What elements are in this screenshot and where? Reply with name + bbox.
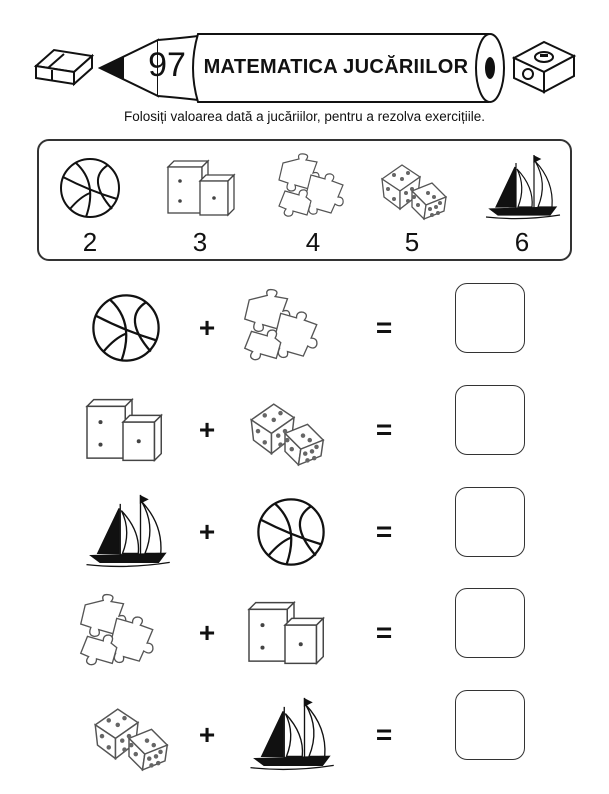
legend-value: 4 [305, 227, 321, 257]
legend-value: 6 [514, 227, 530, 257]
answer-box[interactable] [455, 487, 525, 557]
ship-icon [246, 695, 336, 775]
legend-value: 5 [404, 227, 420, 257]
equals-sign: = [375, 617, 393, 648]
exercise-row [0, 690, 609, 780]
blocks-icon [160, 153, 240, 223]
instructions-text: Folosiți valoarea dată a jucăriilor, pentru a rezolva exercițiile. [124, 109, 485, 124]
legend-value: 2 [82, 227, 98, 257]
legend-item-ship [477, 147, 567, 259]
plus-sign: + [198, 516, 216, 547]
basketball-icon [81, 288, 171, 368]
exercise-row [0, 588, 609, 678]
legend-item-basketball [45, 147, 135, 259]
basketball-icon [50, 153, 130, 223]
equals-sign: = [375, 414, 393, 445]
dice-icon [372, 153, 452, 223]
dice-icon [240, 390, 330, 470]
plus-sign: + [198, 719, 216, 750]
legend-item-blocks [155, 147, 245, 259]
toy-values-legend [37, 139, 572, 261]
answer-box[interactable] [455, 385, 525, 455]
puzzle-icon [74, 593, 164, 673]
page-title: MATEMATICA JUCĂRIILOR [203, 56, 469, 78]
legend-value: 3 [192, 227, 208, 257]
answer-box[interactable] [455, 283, 525, 353]
blocks-icon [78, 390, 168, 470]
plus-sign: + [198, 617, 216, 648]
exercise-row [0, 487, 609, 577]
ship-icon [82, 492, 172, 572]
equals-sign: = [375, 719, 393, 750]
plus-sign: + [198, 312, 216, 343]
exercise-row [0, 283, 609, 373]
equals-sign: = [375, 312, 393, 343]
answer-box[interactable] [455, 588, 525, 658]
basketball-icon [246, 492, 336, 572]
legend-item-dice [367, 147, 457, 259]
exercise-row [0, 385, 609, 475]
puzzle-icon [273, 153, 353, 223]
legend-item-puzzle [268, 147, 358, 259]
equals-sign: = [375, 516, 393, 547]
page-number: 97 [148, 46, 186, 84]
sharpener-icon [508, 36, 578, 96]
puzzle-icon [238, 288, 328, 368]
eraser-icon [30, 40, 98, 88]
answer-box[interactable] [455, 690, 525, 760]
plus-sign: + [198, 414, 216, 445]
blocks-icon [240, 593, 330, 673]
dice-icon [84, 695, 174, 775]
ship-icon [482, 153, 562, 223]
